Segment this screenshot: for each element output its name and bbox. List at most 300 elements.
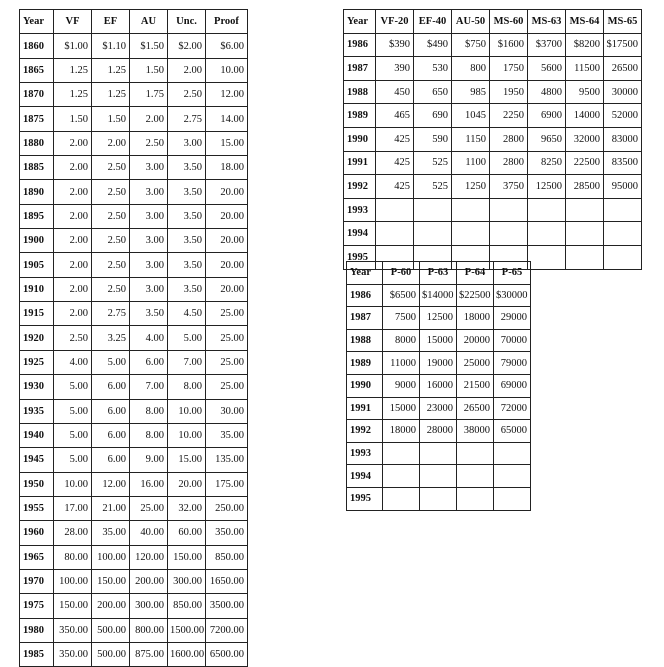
value-cell: 7500 <box>383 307 420 330</box>
value-cell: 60.00 <box>168 521 206 545</box>
value-cell: 26500 <box>457 397 494 420</box>
value-cell: 9000 <box>383 374 420 397</box>
value-cell: 800.00 <box>130 618 168 642</box>
year-cell: 1988 <box>344 80 376 104</box>
value-cell: 6500.00 <box>206 642 248 666</box>
year-cell: 1992 <box>347 420 383 443</box>
value-cell: 3.50 <box>168 180 206 204</box>
value-cell <box>452 198 490 222</box>
value-cell <box>376 198 414 222</box>
year-cell: 1865 <box>20 58 54 82</box>
value-cell: 1045 <box>452 104 490 128</box>
value-cell: 200.00 <box>130 569 168 593</box>
value-cell <box>566 245 604 269</box>
value-cell <box>383 465 420 488</box>
year-cell: 1925 <box>20 350 54 374</box>
year-cell: 1975 <box>20 594 54 618</box>
value-cell: 72000 <box>494 397 531 420</box>
table-row <box>20 448 248 472</box>
value-cell: 8000 <box>383 329 420 352</box>
column-header: MS-65 <box>604 10 642 34</box>
value-cell: 1250 <box>452 175 490 199</box>
value-cell: 6.00 <box>92 448 130 472</box>
value-cell: 9500 <box>566 80 604 104</box>
value-cell: 12.00 <box>92 472 130 496</box>
table-row <box>344 198 642 222</box>
year-cell: 1985 <box>20 642 54 666</box>
column-header: VF <box>54 10 92 34</box>
year-cell: 1994 <box>344 222 376 246</box>
value-cell: 1.25 <box>92 83 130 107</box>
value-cell <box>566 198 604 222</box>
value-cell: 2.00 <box>54 277 92 301</box>
value-cell: 9650 <box>528 127 566 151</box>
value-cell: 6.00 <box>92 423 130 447</box>
value-cell: 11000 <box>383 352 420 375</box>
value-cell <box>414 198 452 222</box>
value-cell: 3.00 <box>130 156 168 180</box>
value-cell: 4.50 <box>168 302 206 326</box>
value-cell <box>494 487 531 510</box>
value-cell <box>414 222 452 246</box>
year-cell: 1994 <box>347 465 383 488</box>
column-header-year: Year <box>20 10 54 34</box>
value-cell: 3.00 <box>130 277 168 301</box>
value-cell: 69000 <box>494 374 531 397</box>
value-cell: 1150 <box>452 127 490 151</box>
value-cell <box>452 222 490 246</box>
value-cell: 3.50 <box>168 156 206 180</box>
value-cell <box>604 245 642 269</box>
value-cell: 12.00 <box>206 83 248 107</box>
value-cell: 3.00 <box>130 229 168 253</box>
value-cell <box>383 442 420 465</box>
value-cell: 15.00 <box>168 448 206 472</box>
value-cell: 5.00 <box>54 423 92 447</box>
value-cell: 5.00 <box>54 375 92 399</box>
value-cell: 1.50 <box>130 58 168 82</box>
year-cell: 1987 <box>344 57 376 81</box>
table-row <box>344 222 642 246</box>
year-cell: 1991 <box>344 151 376 175</box>
column-header: Unc. <box>168 10 206 34</box>
value-cell: 29000 <box>494 307 531 330</box>
price-table-proof-1986-1995 <box>346 261 531 511</box>
value-cell: 10.00 <box>168 423 206 447</box>
value-cell: 100.00 <box>92 545 130 569</box>
value-cell: 32.00 <box>168 496 206 520</box>
table-row <box>20 399 248 423</box>
value-cell: 3.00 <box>130 204 168 228</box>
year-cell: 1945 <box>20 448 54 472</box>
value-cell: $6.00 <box>206 34 248 58</box>
table-row <box>347 442 531 465</box>
value-cell: 79000 <box>494 352 531 375</box>
value-cell: 8.00 <box>168 375 206 399</box>
value-cell: 30.00 <box>206 399 248 423</box>
value-cell: 2.00 <box>130 107 168 131</box>
value-cell: 20000 <box>457 329 494 352</box>
value-cell: $490 <box>414 33 452 57</box>
value-cell: 1500.00 <box>168 618 206 642</box>
value-cell: 2.50 <box>168 83 206 107</box>
value-cell: 2.75 <box>168 107 206 131</box>
year-cell: 1989 <box>344 104 376 128</box>
value-cell: $8200 <box>566 33 604 57</box>
value-cell <box>420 442 457 465</box>
value-cell: 150.00 <box>168 545 206 569</box>
value-cell: 425 <box>376 175 414 199</box>
table-row <box>20 204 248 228</box>
table-row <box>347 284 531 307</box>
value-cell: 12500 <box>528 175 566 199</box>
value-cell: 65000 <box>494 420 531 443</box>
value-cell: 38000 <box>457 420 494 443</box>
table-row <box>347 374 531 397</box>
value-cell: 300.00 <box>168 569 206 593</box>
table-row <box>20 180 248 204</box>
value-cell: 500.00 <box>92 618 130 642</box>
value-cell: 28000 <box>420 420 457 443</box>
value-cell: 300.00 <box>130 594 168 618</box>
table-row <box>347 307 531 330</box>
column-header: P-63 <box>420 262 457 285</box>
value-cell <box>494 465 531 488</box>
value-cell: 150.00 <box>92 569 130 593</box>
value-cell: 15.00 <box>206 131 248 155</box>
year-cell: 1875 <box>20 107 54 131</box>
value-cell: 20.00 <box>206 277 248 301</box>
column-header: P-64 <box>457 262 494 285</box>
value-cell: 200.00 <box>92 594 130 618</box>
value-cell: 1.50 <box>54 107 92 131</box>
value-cell: 2.00 <box>54 204 92 228</box>
year-cell: 1990 <box>347 374 383 397</box>
value-cell: 9.00 <box>130 448 168 472</box>
year-cell: 1993 <box>347 442 383 465</box>
value-cell: 6.00 <box>130 350 168 374</box>
value-cell: 650 <box>414 80 452 104</box>
value-cell: 35.00 <box>206 423 248 447</box>
value-cell: 3.25 <box>92 326 130 350</box>
year-cell: 1965 <box>20 545 54 569</box>
value-cell: 21.00 <box>92 496 130 520</box>
value-cell: 5.00 <box>54 399 92 423</box>
value-cell: 5.00 <box>92 350 130 374</box>
value-cell: 350.00 <box>54 642 92 666</box>
value-cell: 3.00 <box>130 253 168 277</box>
value-cell <box>494 442 531 465</box>
value-cell: $17500 <box>604 33 642 57</box>
value-cell: 465 <box>376 104 414 128</box>
value-cell <box>457 465 494 488</box>
value-cell: 35.00 <box>92 521 130 545</box>
value-cell: 135.00 <box>206 448 248 472</box>
column-header: MS-64 <box>566 10 604 34</box>
value-cell: 2.00 <box>54 253 92 277</box>
value-cell: 6.00 <box>92 399 130 423</box>
table-row <box>344 33 642 57</box>
value-cell: 350.00 <box>206 521 248 545</box>
value-cell: 2.50 <box>92 180 130 204</box>
value-cell: 20.00 <box>206 253 248 277</box>
year-cell: 1950 <box>20 472 54 496</box>
table-row <box>20 58 248 82</box>
value-cell: 850.00 <box>168 594 206 618</box>
value-cell: 83500 <box>604 151 642 175</box>
value-cell: 3750 <box>490 175 528 199</box>
value-cell <box>528 198 566 222</box>
value-cell: 3.50 <box>168 277 206 301</box>
column-header: EF-40 <box>414 10 452 34</box>
value-cell: $390 <box>376 33 414 57</box>
value-cell: 25000 <box>457 352 494 375</box>
value-cell: 4.00 <box>54 350 92 374</box>
year-cell: 1870 <box>20 83 54 107</box>
year-cell: 1992 <box>344 175 376 199</box>
year-cell: 1880 <box>20 131 54 155</box>
year-cell: 1910 <box>20 277 54 301</box>
year-cell: 1885 <box>20 156 54 180</box>
value-cell: 14000 <box>566 104 604 128</box>
table-row <box>344 175 642 199</box>
value-cell: 690 <box>414 104 452 128</box>
value-cell: 19000 <box>420 352 457 375</box>
value-cell: $2.00 <box>168 34 206 58</box>
year-cell: 1890 <box>20 180 54 204</box>
value-cell: 20.00 <box>206 229 248 253</box>
value-cell: 530 <box>414 57 452 81</box>
value-cell: 20.00 <box>168 472 206 496</box>
table-row <box>347 397 531 420</box>
value-cell: 16.00 <box>130 472 168 496</box>
value-cell: 1600.00 <box>168 642 206 666</box>
value-cell: 2.50 <box>54 326 92 350</box>
table-row <box>20 375 248 399</box>
value-cell: 350.00 <box>54 618 92 642</box>
year-cell: 1989 <box>347 352 383 375</box>
column-header: AU <box>130 10 168 34</box>
value-cell: 1.25 <box>54 83 92 107</box>
value-cell: 1100 <box>452 151 490 175</box>
value-cell: 150.00 <box>54 594 92 618</box>
table-row <box>20 594 248 618</box>
value-cell <box>604 198 642 222</box>
value-cell: 25.00 <box>206 302 248 326</box>
value-cell: 3.50 <box>168 229 206 253</box>
value-cell: 3.00 <box>130 180 168 204</box>
table-row <box>20 618 248 642</box>
value-cell: 25.00 <box>206 350 248 374</box>
value-cell: 1.25 <box>92 58 130 82</box>
year-cell: 1987 <box>347 307 383 330</box>
year-cell: 1955 <box>20 496 54 520</box>
value-cell: 1650.00 <box>206 569 248 593</box>
value-cell: 3.50 <box>168 204 206 228</box>
year-cell: 1986 <box>344 33 376 57</box>
value-cell: 3.50 <box>168 253 206 277</box>
table-row <box>20 521 248 545</box>
value-cell: 875.00 <box>130 642 168 666</box>
value-cell: 18000 <box>383 420 420 443</box>
table-row <box>20 423 248 447</box>
value-cell: $1.50 <box>130 34 168 58</box>
value-cell: 100.00 <box>54 569 92 593</box>
year-cell: 1980 <box>20 618 54 642</box>
value-cell: 3500.00 <box>206 594 248 618</box>
value-cell: 2.00 <box>54 180 92 204</box>
value-cell: 70000 <box>494 329 531 352</box>
column-header-year: Year <box>344 10 376 34</box>
value-cell: 25.00 <box>206 375 248 399</box>
table-row <box>347 420 531 443</box>
table-row <box>20 302 248 326</box>
year-cell: 1935 <box>20 399 54 423</box>
table-row <box>20 545 248 569</box>
value-cell: 7.00 <box>130 375 168 399</box>
table-row <box>20 350 248 374</box>
value-cell <box>383 487 420 510</box>
value-cell: 2250 <box>490 104 528 128</box>
value-cell: 23000 <box>420 397 457 420</box>
table-row <box>20 107 248 131</box>
value-cell: 26500 <box>604 57 642 81</box>
value-cell: 5.00 <box>54 448 92 472</box>
year-cell: 1988 <box>347 329 383 352</box>
value-cell: 4.00 <box>130 326 168 350</box>
value-cell: 52000 <box>604 104 642 128</box>
year-cell: 1895 <box>20 204 54 228</box>
value-cell: 2.00 <box>92 131 130 155</box>
value-cell <box>420 465 457 488</box>
table-row <box>347 487 531 510</box>
value-cell: 850.00 <box>206 545 248 569</box>
value-cell: 95000 <box>604 175 642 199</box>
value-cell: 8250 <box>528 151 566 175</box>
value-cell: 2.50 <box>92 253 130 277</box>
value-cell: 83000 <box>604 127 642 151</box>
year-cell: 1860 <box>20 34 54 58</box>
value-cell: 14.00 <box>206 107 248 131</box>
value-cell: 11500 <box>566 57 604 81</box>
column-header-year: Year <box>347 262 383 285</box>
table-row <box>344 57 642 81</box>
value-cell: 525 <box>414 151 452 175</box>
value-cell: $1.00 <box>54 34 92 58</box>
value-cell: $750 <box>452 33 490 57</box>
value-cell: 12500 <box>420 307 457 330</box>
value-cell <box>376 222 414 246</box>
value-cell: 18000 <box>457 307 494 330</box>
value-cell <box>528 245 566 269</box>
value-cell: 500.00 <box>92 642 130 666</box>
table-row <box>344 127 642 151</box>
value-cell: 2800 <box>490 127 528 151</box>
year-cell: 1995 <box>344 245 376 269</box>
value-cell <box>457 487 494 510</box>
column-header: AU-50 <box>452 10 490 34</box>
year-cell: 1993 <box>344 198 376 222</box>
value-cell: 2.00 <box>54 156 92 180</box>
column-header: VF-20 <box>376 10 414 34</box>
table-row <box>20 642 248 666</box>
value-cell: 25.00 <box>206 326 248 350</box>
value-cell: 40.00 <box>130 521 168 545</box>
value-cell <box>490 222 528 246</box>
value-cell <box>420 487 457 510</box>
table-row <box>20 277 248 301</box>
value-cell: 80.00 <box>54 545 92 569</box>
table-row <box>347 352 531 375</box>
value-cell: 15000 <box>383 397 420 420</box>
year-cell: 1970 <box>20 569 54 593</box>
column-header: P-65 <box>494 262 531 285</box>
value-cell: $22500 <box>457 284 494 307</box>
value-cell: 20.00 <box>206 180 248 204</box>
value-cell: 2.50 <box>130 131 168 155</box>
value-cell: 2.50 <box>92 277 130 301</box>
value-cell: 425 <box>376 127 414 151</box>
table-row <box>20 34 248 58</box>
value-cell: 2.00 <box>54 302 92 326</box>
table-row <box>20 156 248 180</box>
value-cell <box>490 198 528 222</box>
value-cell: 3.00 <box>168 131 206 155</box>
value-cell <box>528 222 566 246</box>
table-row <box>344 104 642 128</box>
value-cell: 390 <box>376 57 414 81</box>
year-cell: 1905 <box>20 253 54 277</box>
table-header-row <box>344 10 642 34</box>
value-cell: 6900 <box>528 104 566 128</box>
year-cell: 1930 <box>20 375 54 399</box>
value-cell: 2.00 <box>54 131 92 155</box>
value-cell <box>457 442 494 465</box>
value-cell: $1.10 <box>92 34 130 58</box>
value-cell: 425 <box>376 151 414 175</box>
year-cell: 1940 <box>20 423 54 447</box>
value-cell: 10.00 <box>54 472 92 496</box>
value-cell: 10.00 <box>206 58 248 82</box>
value-cell: $14000 <box>420 284 457 307</box>
table-row <box>20 569 248 593</box>
value-cell: 8.00 <box>130 399 168 423</box>
value-cell: 3.50 <box>130 302 168 326</box>
value-cell: 6.00 <box>92 375 130 399</box>
value-cell: 175.00 <box>206 472 248 496</box>
table-header-row <box>347 262 531 285</box>
value-cell: 120.00 <box>130 545 168 569</box>
value-cell: 985 <box>452 80 490 104</box>
table-row <box>20 472 248 496</box>
value-cell: 2.50 <box>92 204 130 228</box>
value-cell: 2.00 <box>54 229 92 253</box>
column-header: Proof <box>206 10 248 34</box>
value-cell: 525 <box>414 175 452 199</box>
value-cell: $6500 <box>383 284 420 307</box>
year-cell: 1900 <box>20 229 54 253</box>
value-cell: 1.50 <box>92 107 130 131</box>
value-cell: 17.00 <box>54 496 92 520</box>
value-cell: 10.00 <box>168 399 206 423</box>
table-header-row <box>20 10 248 34</box>
column-header: MS-63 <box>528 10 566 34</box>
value-cell <box>604 222 642 246</box>
value-cell: 25.00 <box>130 496 168 520</box>
table-row <box>20 229 248 253</box>
table-row <box>20 83 248 107</box>
value-cell: 15000 <box>420 329 457 352</box>
